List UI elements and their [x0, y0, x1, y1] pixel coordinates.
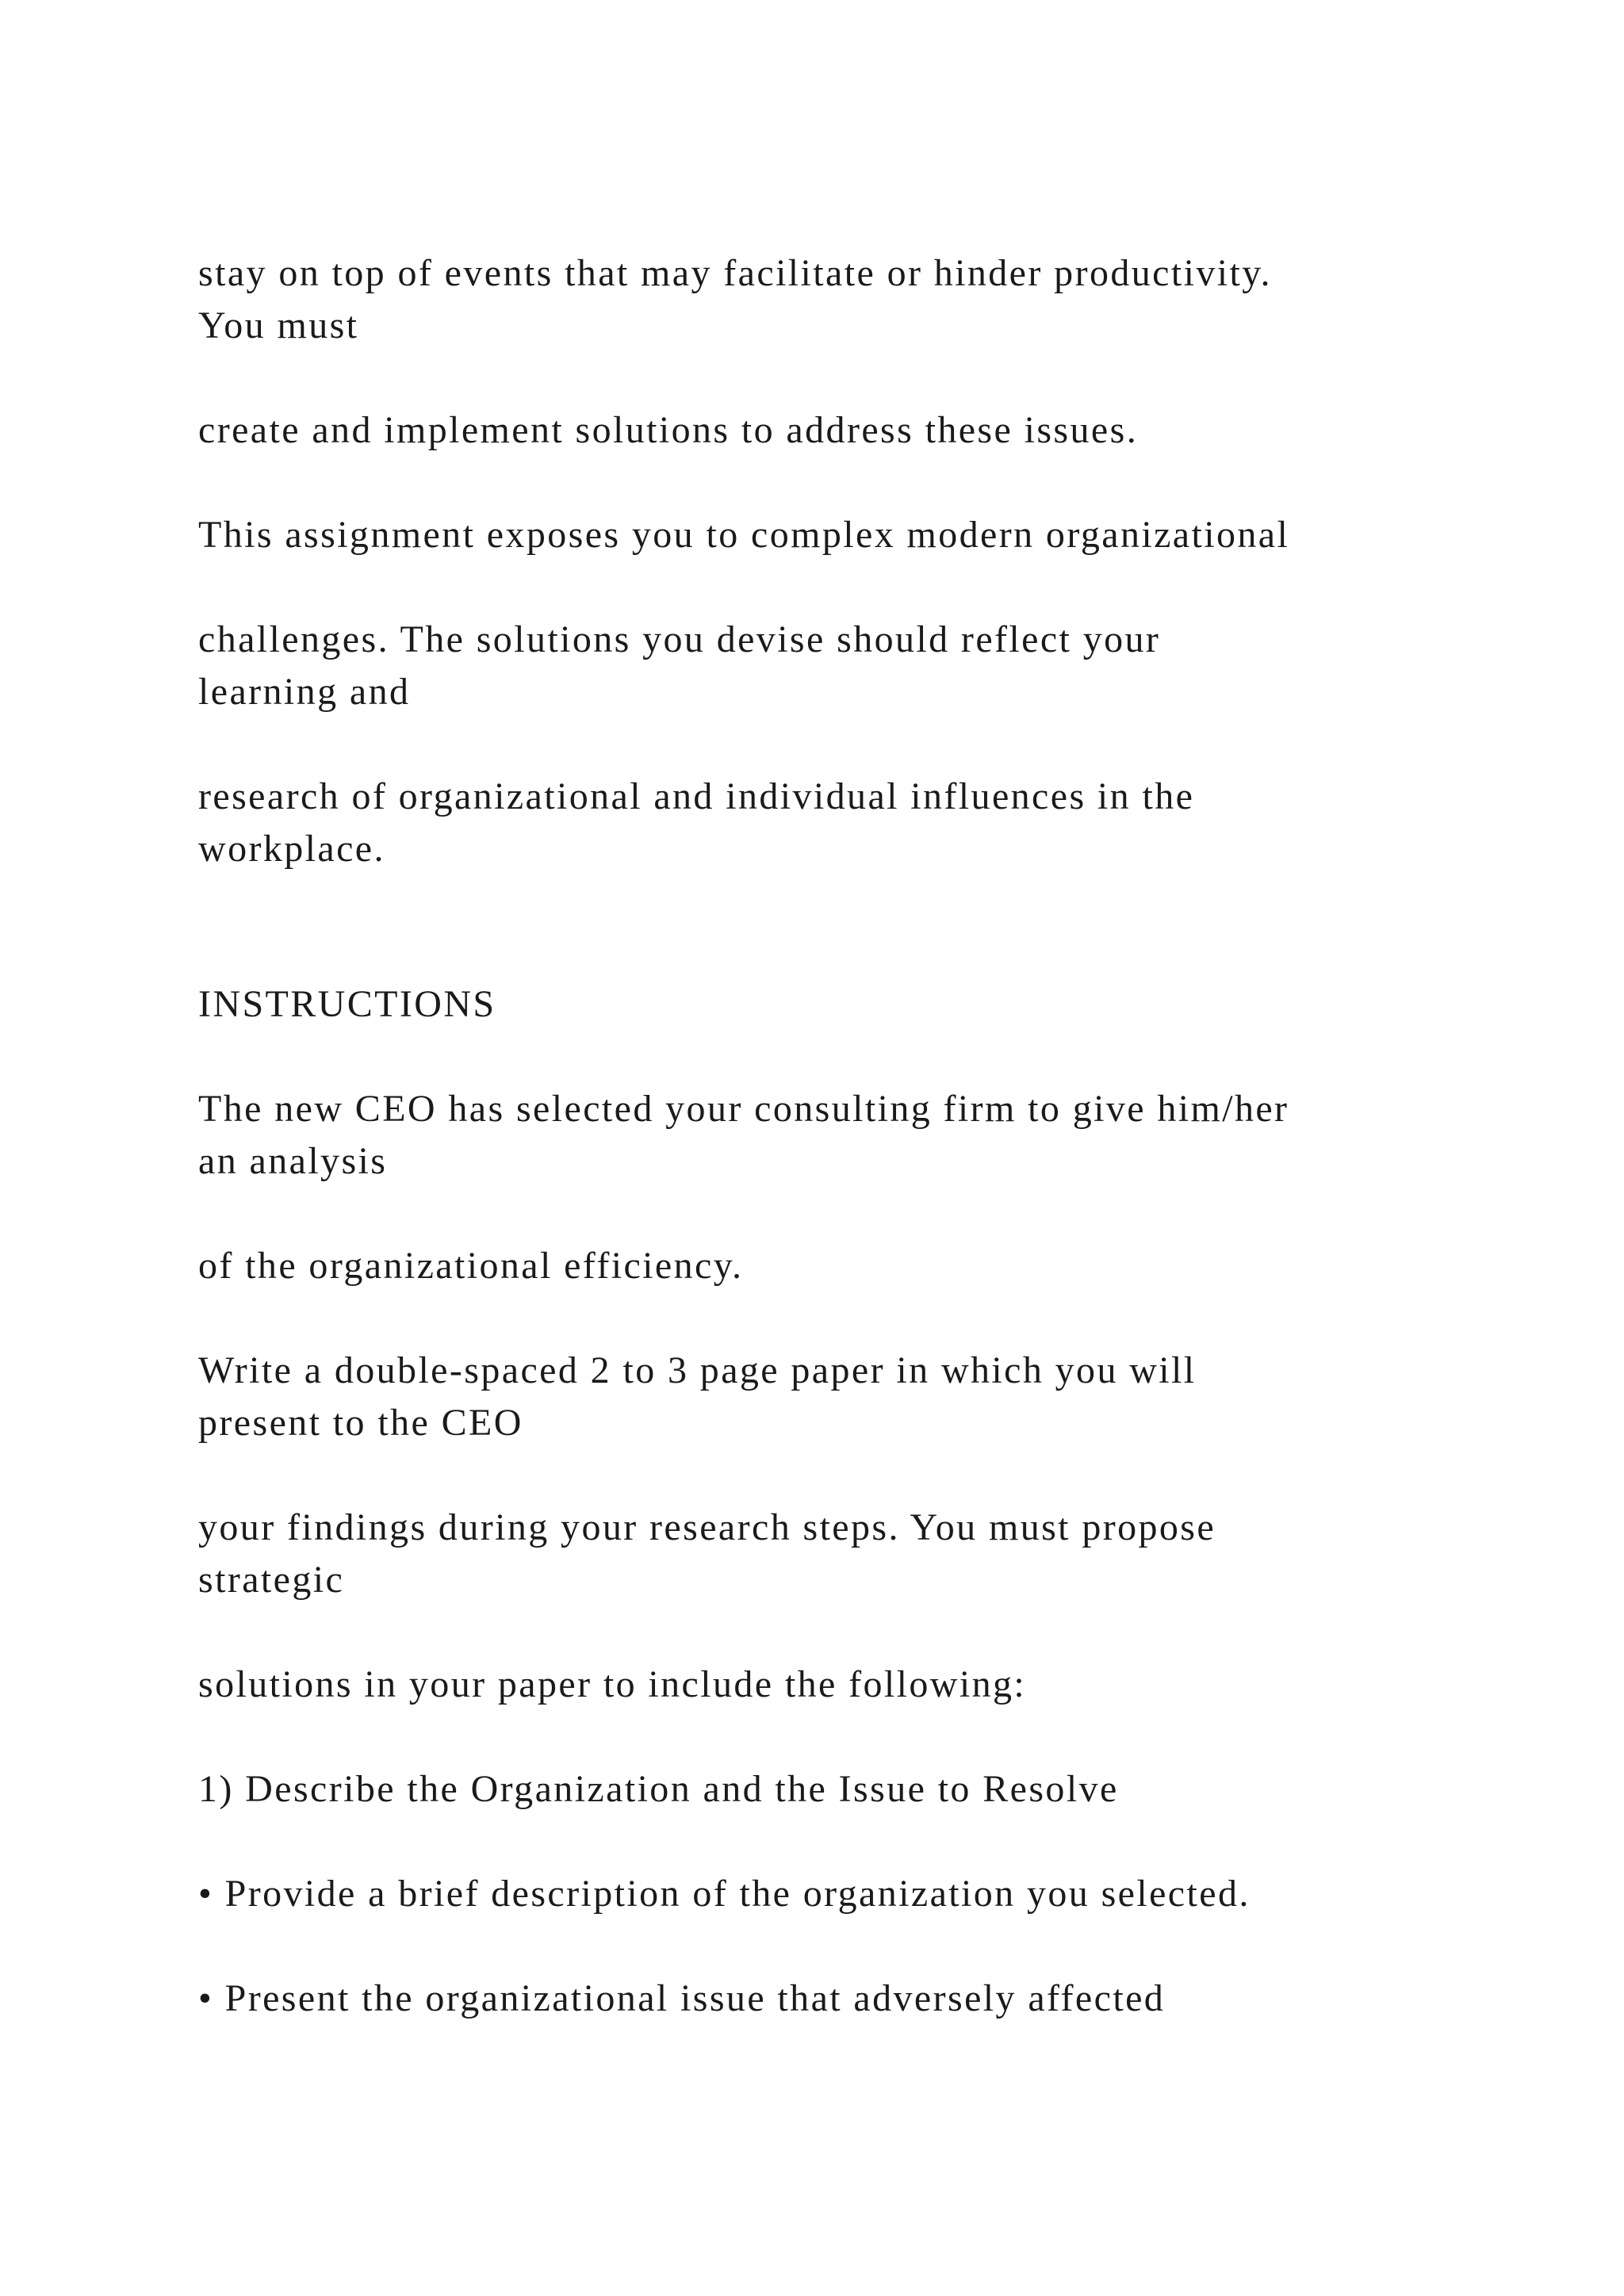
- numbered-item-describe-organization: 1) Describe the Organization and the Issue to Resolve: [198, 1768, 1119, 1810]
- paragraph-new-ceo: The new CEO has selected your consulting firm to give him/her an analysis: [198, 1088, 1289, 1182]
- paragraph-write-paper: Write a double-spaced 2 to 3 page paper in which you will present to the CEO: [198, 1349, 1197, 1444]
- paragraph-solutions-include: solutions in your paper to include the following:: [198, 1663, 1027, 1705]
- paragraph-create-solutions: create and implement solutions to address these issues.: [198, 409, 1139, 451]
- paragraph-research-influences: research of organizational and individual influences in the workplace.: [198, 775, 1195, 870]
- paragraph-efficiency: of the organizational efficiency.: [198, 1245, 744, 1287]
- bullet-item-brief-description: • Provide a brief description of the organization you selected.: [198, 1873, 1251, 1915]
- paragraph-assignment-exposes: This assignment exposes you to complex modern organizational: [198, 514, 1290, 556]
- paragraph-findings: your findings during your research steps. You must propose strategic: [198, 1506, 1216, 1601]
- bullet-item-organizational-issue: • Present the organizational issue that adversely affected: [198, 1977, 1166, 2019]
- paragraph-challenges: challenges. The solutions you devise should reflect your learning and: [198, 618, 1161, 713]
- section-heading-instructions: INSTRUCTIONS: [198, 983, 496, 1025]
- paragraph-productivity: stay on top of events that may facilitate or hinder productivity. You must: [198, 252, 1272, 346]
